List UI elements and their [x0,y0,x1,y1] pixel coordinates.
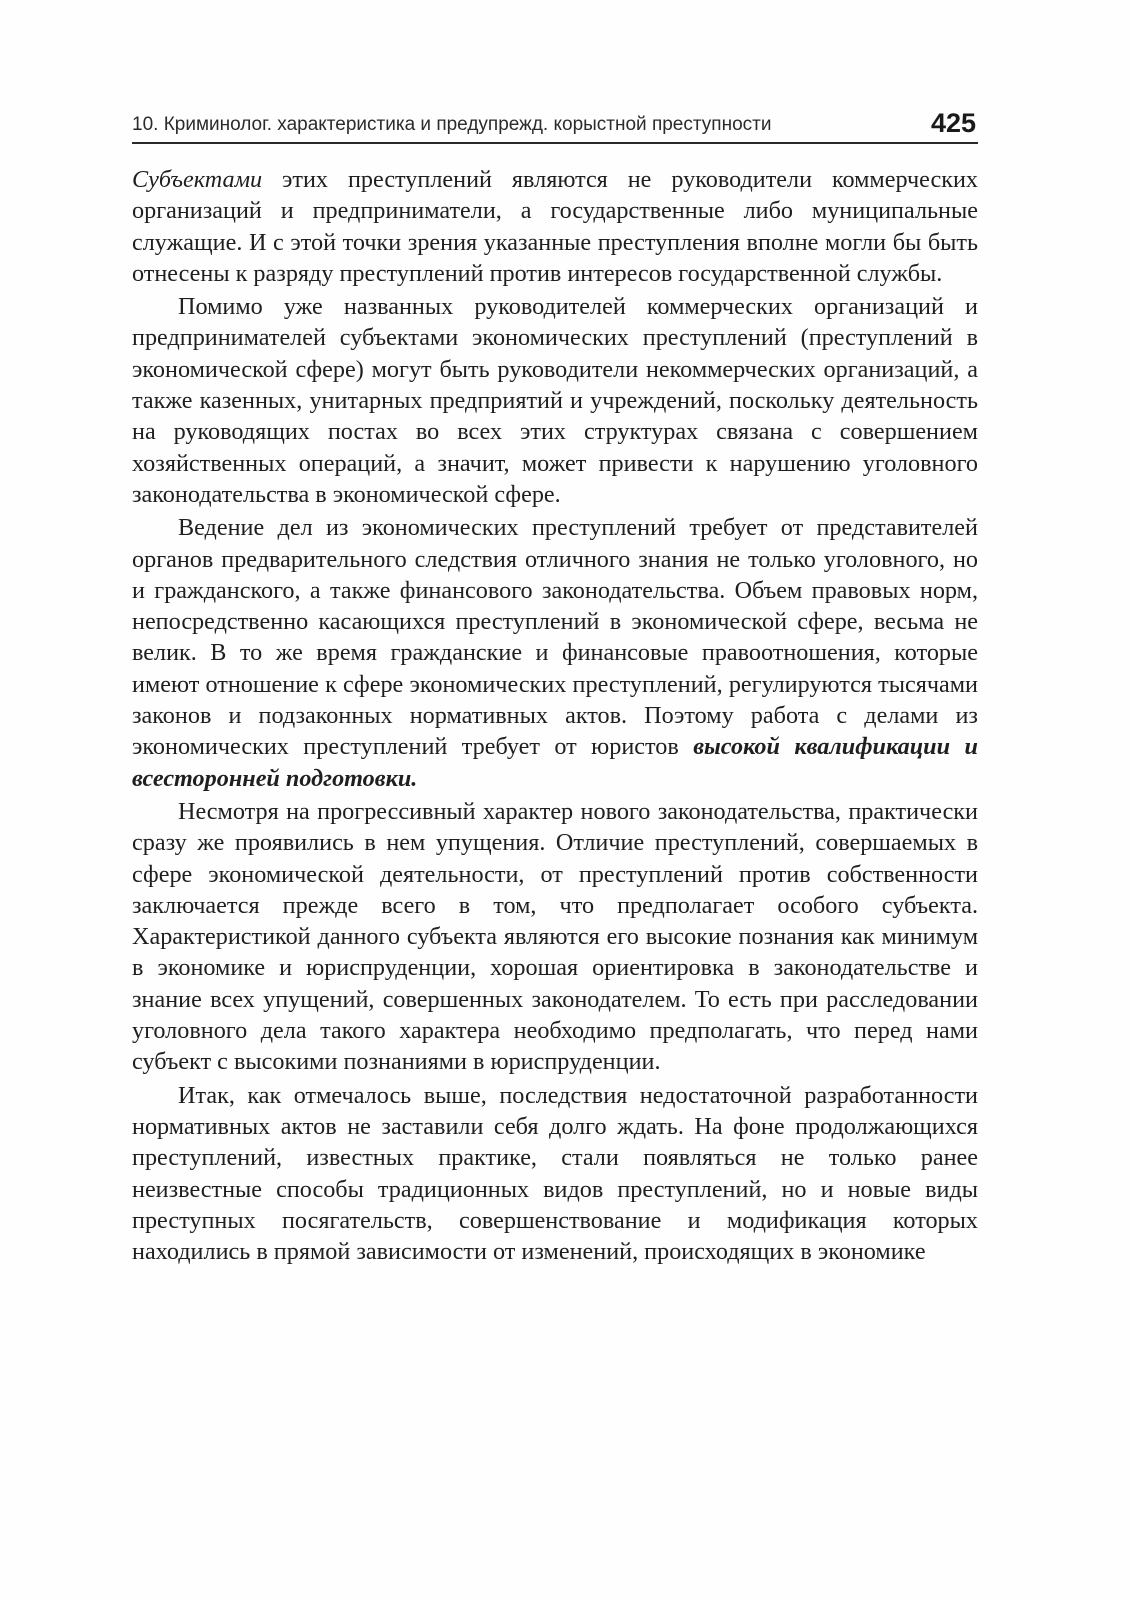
running-title: 10. Криминолог. характеристика и предупрежд. корыстной преступности [132,114,772,135]
body-text [132,164,978,1269]
paragraph-1-text: этих преступлений являются не руководители коммерческих организаций и предприниматели, а государственные либо муниципальные служащие. И с этой точки зрения указанные преступления вполне могли бы быть отнесены к разряду преступлений против интересов государственной службы. [132,166,978,287]
paragraph-5 [132,1080,978,1268]
paragraph-1 [132,164,978,289]
running-header [132,108,978,144]
paragraph-3-trail-italic: высокой квалификации и всесторонней подготовки. [132,733,978,792]
paragraph-1-lead-italic: Субъектами [132,166,263,193]
page-number: 425 [930,108,976,138]
paragraph-3 [132,512,978,794]
paragraph-4-text: Несмотря на прогрессивный характер нового законодательства, практически сразу же проявились в нем упущения. Отличие преступлений, совершаемых в сфере экономической деятельности, от преступлений против собственности заключается прежде всего в том, что предполагает особого субъекта. Характеристикой данного субъекта являются его высокие познания как минимум в экономике и юриспруденции, хорошая ориентировка в законодательстве и знание всех упущений, совершенных законодателем. То есть при расследовании уголовного дела такого характера необходимо предполагать, что перед нами субъект с высокими познаниями в юриспруденции. [132,797,978,1076]
paragraph-4 [132,796,978,1078]
paragraph-2 [132,291,978,510]
paragraph-3-text: Ведение дел из экономических преступлений требует от представителей органов предварительного следствия отличного знания не только уголовного, но и гражданского, а также финансового законодательства. Объем правовых норм, непосредственно касающихся преступлений в экономической сфере, весьма не велик. В то же время гражданские и финансовые правоотношения, которые имеют отношение к сфере экономических преступлений, регулируются тысячами законов и подзаконных нормативных актов. Поэтому работа с делами из экономических преступлений требует от юристов [132,514,978,761]
paragraph-2-text: Помимо уже названных руководителей коммерческих организаций и предпринимателей субъектами экономических преступлений (преступлений в экономической сфере) могут быть руководители некоммерческих организаций, а также казенных, унитарных предприятий и учреждений, поскольку деятельность на руководящих постах во всех этих структурах связана с совершением хозяйственных операций, а значит, может привести к нарушению уголовного законодательства в экономической сфере. [132,293,978,508]
paragraph-5-text: Итак, как отмечалось выше, последствия недостаточной разработанности нормативных актов не заставили себя долго ждать. На фоне продолжающихся преступлений, известных практике, стали появляться не только ранее неизвестные способы традиционных видов преступлений, но и новые виды преступных посягательств, совершенствование и модификация которых находились в прямой зависимости от изменений, происходящих в экономике [132,1081,978,1266]
